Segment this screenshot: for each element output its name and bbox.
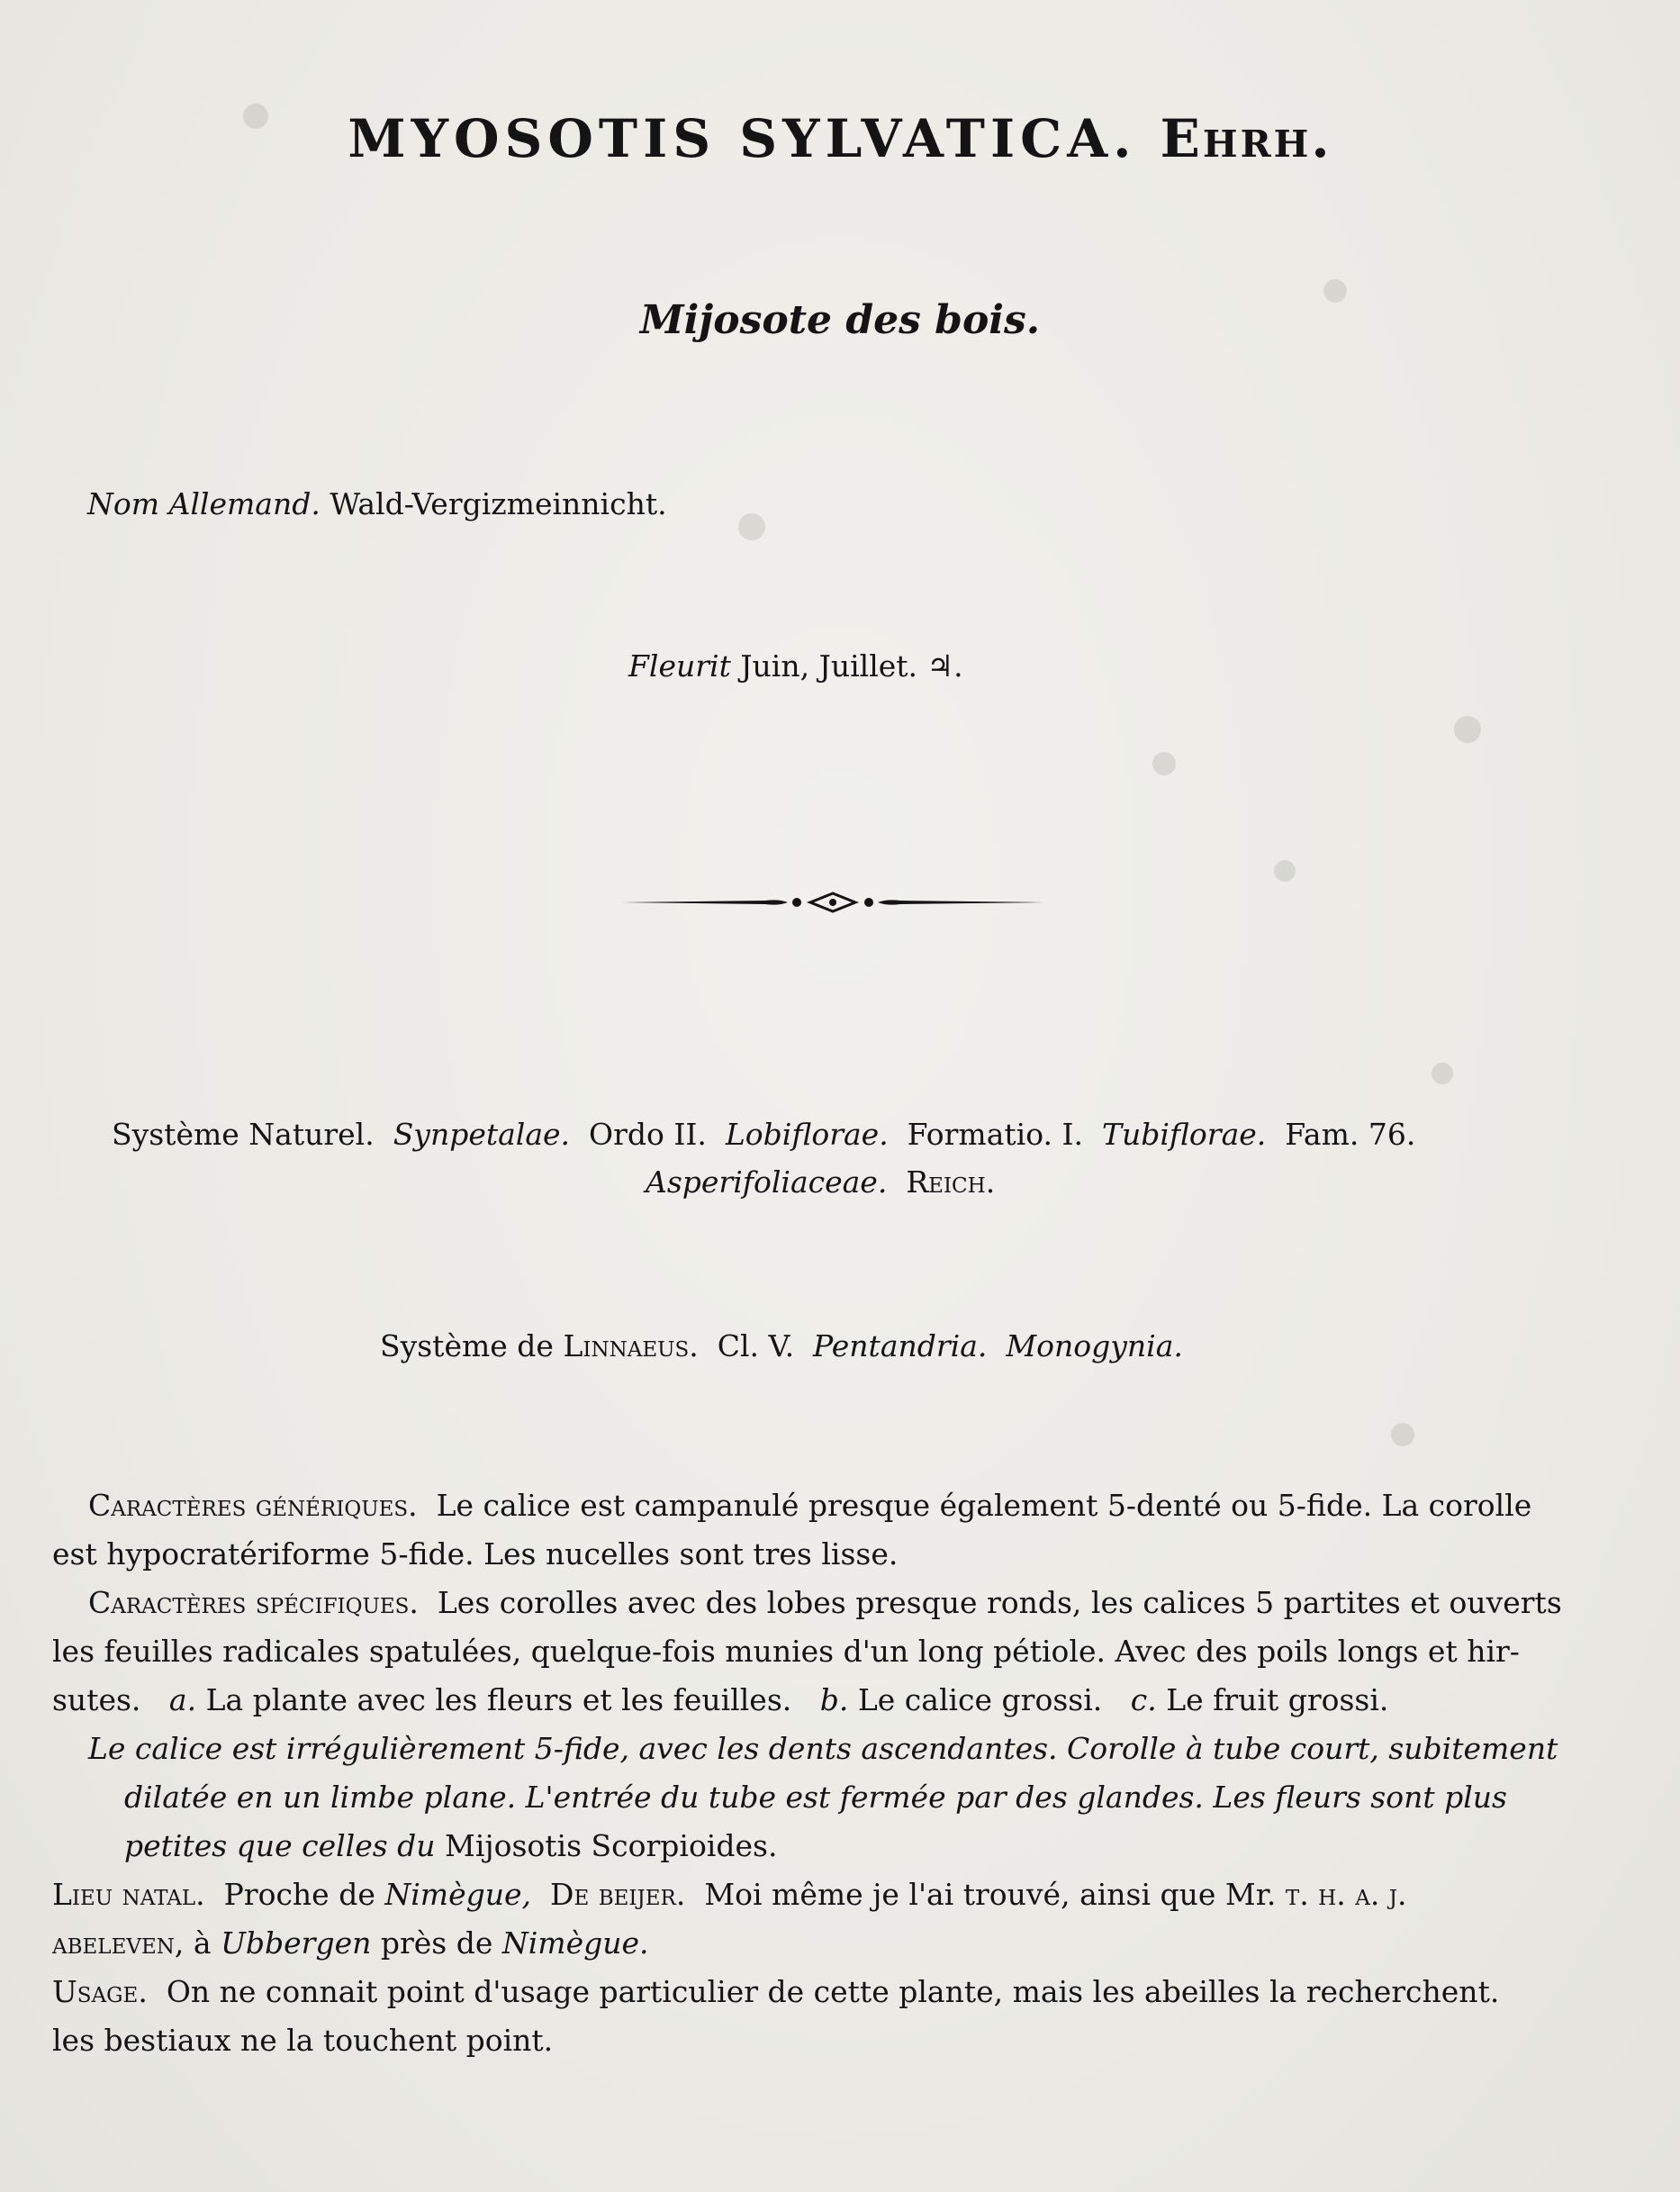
specific-text-3c: La plante avec les fleurs et les feuilles.: [205, 1682, 792, 1717]
paper-spot: [1432, 1063, 1453, 1084]
figure-label-b: b.: [819, 1682, 849, 1717]
generic-text-1: Le calice est campanulé presque également 5-denté ou 5-fide. La corolle: [436, 1488, 1532, 1523]
natural-system-label: Système Naturel.: [112, 1117, 375, 1152]
paper-spot: [1274, 860, 1296, 882]
natural-family-line: [646, 1164, 995, 1200]
paper-spot: [1152, 752, 1176, 775]
flowering-value: Juin, Juillet.: [740, 648, 918, 684]
specific-text-3e: Le calice grossi.: [857, 1682, 1103, 1717]
habitat-place-1: Nimègue,: [384, 1877, 532, 1912]
specific-label: Caractères spécifiques.: [88, 1585, 419, 1620]
ornament-divider: [621, 884, 1044, 920]
specific-italic-line-3: [124, 1828, 1632, 1864]
generic-text-2: est hypocratériforme 5-fide. Les nucelles sont tres lisse.: [52, 1536, 899, 1572]
habitat-collector: De beijer.: [550, 1877, 686, 1912]
habitat-label: Lieu natal.: [52, 1877, 205, 1912]
species-name: MYOSOTIS SYLVATICA.: [348, 108, 1137, 169]
specific-text-3a: sutes.: [52, 1682, 141, 1717]
linnaeus-label-b: Linnaeus.: [563, 1328, 699, 1363]
specific-text-2: les feuilles radicales spatulées, quelque-fois munies d'un long pétiole. Avec des poils longs et hir-: [52, 1634, 1520, 1669]
habitat-a: Proche de: [223, 1877, 375, 1912]
species-author: Ehrh.: [1160, 108, 1332, 169]
natural-ordo: Ordo II.: [589, 1117, 707, 1152]
figure-label-a: a.: [168, 1682, 197, 1717]
usage-label: Usage.: [52, 1974, 148, 2009]
usage-line-1: [52, 1974, 1632, 2010]
natural-formatio: Formatio. I.: [907, 1117, 1083, 1152]
flowering-line: [628, 648, 963, 684]
natural-formatio-name: Tubiflorae.: [1101, 1117, 1267, 1152]
perennial-symbol: ♃.: [926, 648, 963, 684]
german-name-label: Nom Allemand.: [87, 486, 321, 521]
habitat-line-1: [52, 1877, 1632, 1913]
natural-system-line: [112, 1117, 1415, 1152]
flowering-label: Fleurit: [628, 648, 731, 684]
figure-label-c: c.: [1130, 1682, 1157, 1717]
natural-ordo-name: Lobiflorae.: [725, 1117, 889, 1152]
paper-spot: [1454, 716, 1481, 743]
habitat-g: à: [193, 1925, 212, 1961]
usage-text-2: les bestiaux ne la touchent point.: [52, 2023, 554, 2058]
specific-text-3g: Le fruit grossi.: [1166, 1682, 1389, 1717]
linnaeus-label-a: Système de: [380, 1328, 554, 1363]
french-name: Mijosote des bois.: [639, 297, 1041, 343]
linnaeus-order: Monogynia.: [1006, 1328, 1183, 1363]
natural-fam: Fam. 76.: [1285, 1117, 1416, 1152]
specific-italic-1: Le calice est irrégulièrement 5-fide, avec les dents ascendantes. Corolle à tube court, subitement: [88, 1731, 1558, 1766]
specific-line-1: [88, 1585, 1632, 1621]
habitat-i: près de: [380, 1925, 493, 1961]
habitat-initials: t. h. a. j.: [1285, 1877, 1407, 1912]
specific-italic-3a: petites que celles du: [124, 1828, 436, 1863]
specific-italic-3b: Mijosotis Scorpioides.: [445, 1828, 778, 1863]
natural-family-author: Reich.: [906, 1164, 996, 1200]
linnaeus-class-name: Pentandria.: [813, 1328, 988, 1363]
linnaeus-class: Cl. V.: [717, 1328, 795, 1363]
specific-line-3: [52, 1682, 1632, 1718]
specific-italic-2: dilatée en un limbe plane. L'entrée du tube est fermée par des glandes. Les fleurs sont plus: [124, 1780, 1507, 1815]
paper-spot: [738, 513, 765, 540]
habitat-name: abeleven,: [52, 1925, 185, 1961]
habitat-place-3: Nimègue.: [501, 1925, 649, 1961]
specific-text-1: Les corolles avec des lobes presque ronds, les calices 5 partites et ouverts: [437, 1585, 1562, 1620]
natural-family: Asperifoliaceae.: [646, 1164, 888, 1200]
generic-label: Caractères génériques.: [88, 1488, 418, 1523]
page-title: [0, 108, 1680, 169]
habitat-line-2: [52, 1925, 1632, 1961]
usage-text-1: On ne connait point d'usage particulier de cette plante, mais les abeilles la recherchent.: [166, 1974, 1500, 2009]
habitat-d: Moi même je l'ai trouvé, ainsi que Mr.: [704, 1877, 1277, 1912]
generic-line-1: [88, 1488, 1632, 1524]
linnaeus-system-line: [380, 1328, 1183, 1363]
german-name-line: [87, 486, 667, 521]
paper-spot: [1391, 1423, 1414, 1446]
natural-class: Synpetalae.: [393, 1117, 571, 1152]
habitat-place-2: Ubbergen: [221, 1925, 372, 1961]
german-name-value: Wald-Vergizmeinnicht.: [330, 486, 667, 521]
